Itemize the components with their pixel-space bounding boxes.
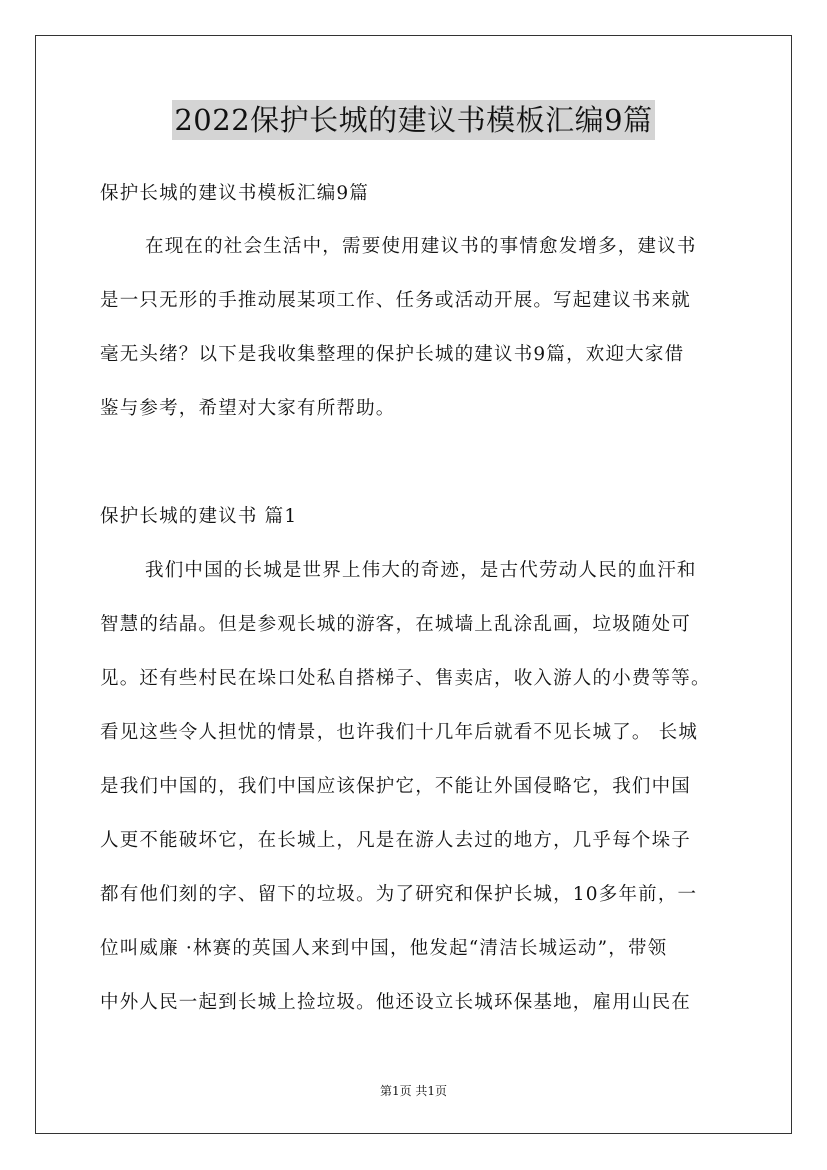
body-line-7: 都有他们刻的字、留下的垃圾。为了研究和保护长城，10多年前，一 <box>100 884 698 905</box>
title-container <box>0 100 827 140</box>
intro-line-3: 毫无头绪？以下是我收集整理的保护长城的建议书9篇，欢迎大家借 <box>100 344 685 365</box>
body-line-4: 看见这些令人担忧的情景，也许我们十几年后就看不见长城了。 长城 <box>100 722 699 743</box>
intro-line-4: 鉴与参考，希望对大家有所帮助。 <box>100 398 396 419</box>
section-heading: 保护长城的建议书 篇1 <box>100 506 298 527</box>
body-line-9: 中外人民一起到长城上捡垃圾。他还设立长城环保基地，雇用山民在 <box>100 992 692 1013</box>
intro-line-1: 在现在的社会生活中，需要使用建议书的事情愈发增多，建议书 <box>145 236 697 257</box>
document-subtitle: 保护长城的建议书模板汇编9篇 <box>100 183 370 204</box>
body-line-1: 我们中国的长城是世界上伟大的奇迹，是古代劳动人民的血汗和 <box>145 560 697 581</box>
intro-line-2: 是一只无形的手推动展某项工作、任务或活动开展。写起建议书来就 <box>100 290 692 311</box>
body-line-5: 是我们中国的，我们中国应该保护它，不能让外国侵略它，我们中国 <box>100 776 692 797</box>
body-line-2: 智慧的结晶。但是参观长城的游客，在城墙上乱涂乱画，垃圾随处可 <box>100 614 692 635</box>
page-footer: 第1页 共1页 <box>379 1084 448 1098</box>
body-line-8: 位叫威廉 ·林赛的英国人来到中国，他发起“清洁长城运动”，带领 <box>100 938 668 959</box>
body-line-3: 见。还有些村民在垛口处私自搭梯子、售卖店，收入游人的小费等等。 <box>100 668 711 689</box>
body-line-6: 人更不能破坏它，在长城上，凡是在游人去过的地方，几乎每个垛子 <box>100 830 692 851</box>
document-title: 2022保护长城的建议书模板汇编9篇 <box>172 100 654 140</box>
